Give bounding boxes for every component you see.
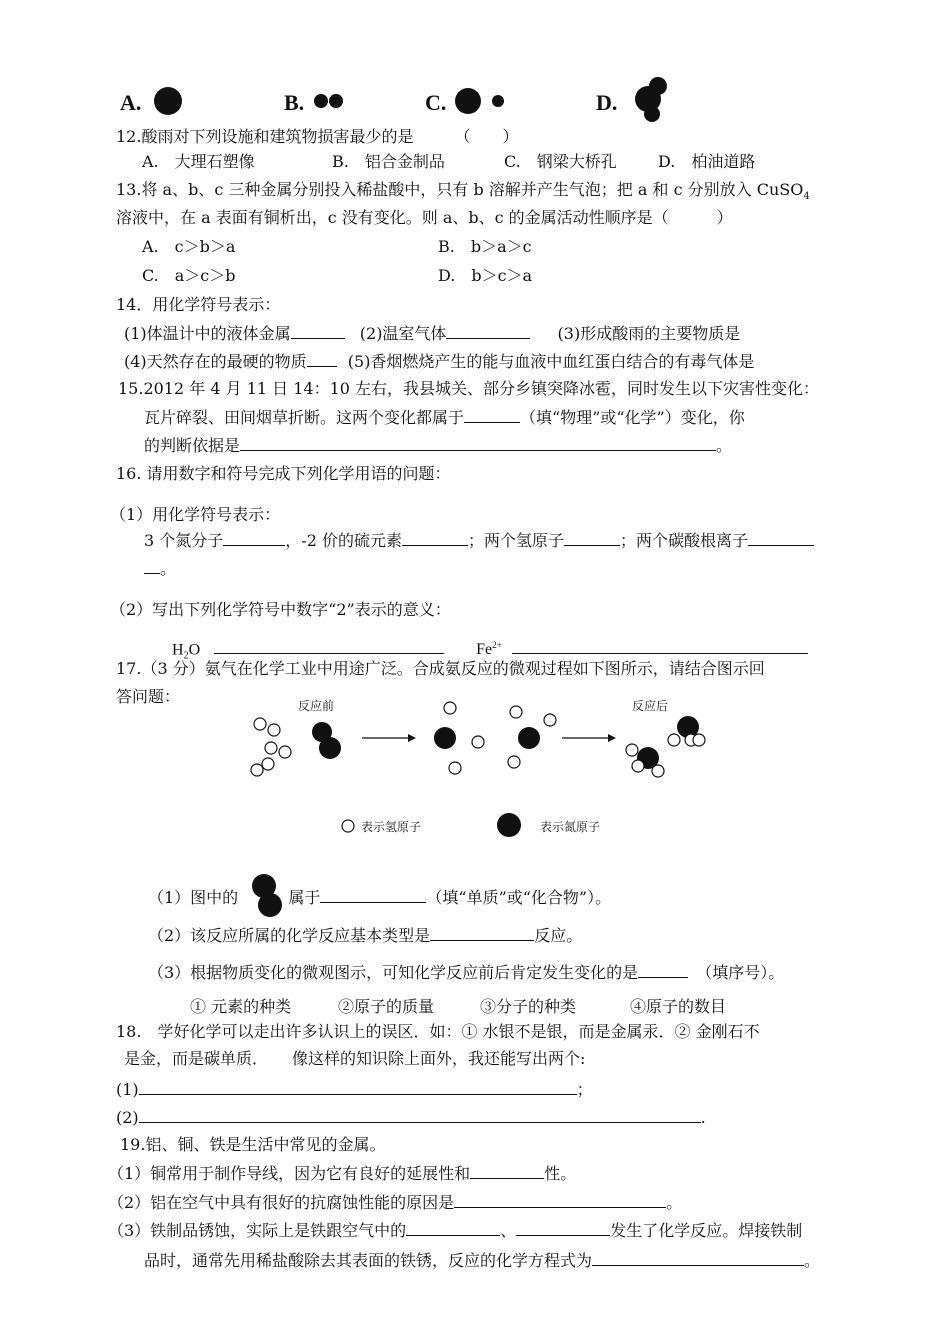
before-label: 反应前 — [298, 699, 335, 713]
option-letter: D. — [596, 90, 618, 115]
q17-text: 反应。 — [534, 926, 583, 945]
q11-option-c-figure — [452, 86, 512, 118]
option-letter: C. — [425, 90, 447, 115]
q15-text: （填“物理”或“化学”）变化，你 — [520, 408, 745, 427]
q18-text: ； — [576, 1080, 593, 1099]
answer-blank[interactable] — [144, 557, 160, 574]
q11-option-d — [596, 92, 617, 116]
q11-option-a — [120, 92, 141, 116]
q18-line1: 18. 学好化学可以走出许多认识上的误区．如：① 水银不是银，而是金属汞．② 金刚石不 — [116, 1022, 760, 1041]
answer-blank[interactable] — [464, 406, 520, 423]
answer-blank[interactable] — [454, 1191, 666, 1208]
q14-row2 — [124, 350, 754, 373]
answer-blank[interactable] — [470, 1162, 544, 1179]
q18-text: . — [700, 1108, 706, 1127]
q19-stem: 19.铝、铜、铁是生活中常见的金属。 — [120, 1135, 386, 1154]
q16-stem: 16. 请用数字和符号完成下列化学用语的问题： — [116, 464, 451, 483]
q11-option-b-figure — [312, 92, 348, 110]
choice-2: ②原子的质量 — [338, 997, 435, 1016]
q16-text: ；两个氢原子 — [467, 531, 564, 550]
answer-blank[interactable] — [638, 961, 688, 978]
q12-stem — [116, 126, 519, 148]
q14-part4: (4)天然存在的最硬的物质 — [124, 352, 307, 371]
q17-text: （3）根据物质变化的微观图示，可知化学反应前后肯定发生变化的是 — [148, 963, 639, 982]
q14-part5: (5)香烟燃烧产生的能与血液中血红蛋白结合的有毒气体是 — [347, 352, 755, 371]
answer-blank[interactable] — [564, 529, 620, 546]
answer-blank[interactable] — [291, 322, 345, 339]
q19-text: （3）铁制品锈蚀，实际上是铁跟空气中的 — [108, 1221, 407, 1240]
legend-nitrogen: 表示氮原子 — [540, 820, 601, 834]
answer-blank[interactable] — [402, 529, 468, 546]
q12-option-d: D. 柏油道路 — [658, 152, 756, 171]
q16-text: ，-2 价的硫元素 — [285, 531, 402, 550]
q15-line1: 15.2012 年 4 月 11 日 14：10 左右，我县城关、部分乡镇突降冰雹，同时发生以下灾害性变化： — [118, 379, 820, 398]
formula-fe: Fe — [476, 641, 493, 659]
q14-row1 — [124, 322, 740, 345]
q16-sub1-end — [144, 557, 176, 580]
q18-line2: 是金，而是碳单质． 像这样的知识除上面外，我还能写出两个: — [124, 1049, 586, 1068]
q14-part3: (3)形成酸雨的主要物质是 — [557, 324, 741, 343]
q17-text: （填序号）。 — [696, 963, 785, 982]
q17-choices — [190, 996, 726, 1018]
q16-text: 。 — [160, 559, 177, 578]
q19-text: 、 — [500, 1221, 517, 1240]
q19-text: （2）铝在空气中具有很好的抗腐蚀性能的原因是 — [108, 1193, 455, 1212]
q13-stem-line1 — [116, 179, 810, 208]
answer-blank[interactable] — [307, 350, 337, 367]
q19-part3 — [108, 1219, 802, 1242]
q12-option-b: B. 铝合金制品 — [332, 152, 445, 171]
answer-blank[interactable] — [512, 637, 808, 654]
q17-stem-line1: 17.（3 分）氨气在化学工业中用途广泛。合成氨反应的微观过程如下图所示，请结合图示回 — [116, 659, 765, 678]
q17-part2 — [148, 924, 582, 947]
q11-option-a-figure — [150, 86, 186, 118]
n2-molecule-icon — [250, 872, 286, 920]
q12-option-c: C. 钢梁大桥孔 — [504, 152, 617, 171]
legend-hydrogen: 表示氢原子 — [361, 820, 422, 834]
q15-text: 瓦片碎裂、田间烟草折断。这两个变化都属于 — [144, 408, 465, 427]
choice-4: ④原子的数目 — [630, 997, 727, 1016]
q16-sub1: （1）用化学符号表示： — [110, 505, 281, 524]
q19-part4 — [144, 1249, 820, 1272]
answer-blank[interactable] — [223, 529, 285, 546]
q19-part2 — [108, 1191, 682, 1214]
answer-blank[interactable] — [748, 529, 814, 546]
superscript: 2+ — [492, 640, 502, 650]
q15-text: 的判断依据是 — [144, 436, 241, 455]
q12-options — [142, 151, 755, 173]
q13-option-c: C. a＞c＞b — [142, 266, 236, 285]
q13-option-d: D. b＞c＞a — [438, 266, 533, 285]
answer-blank[interactable] — [592, 1249, 804, 1266]
option-letter: A. — [120, 90, 142, 115]
q19-text: 性。 — [544, 1164, 577, 1183]
answer-blank[interactable] — [430, 924, 534, 941]
q17-text: （填“单质”或“化合物”）。 — [426, 888, 612, 907]
q19-part1 — [108, 1162, 576, 1185]
answer-blank[interactable] — [139, 1078, 577, 1095]
answer-blank[interactable] — [406, 1219, 500, 1236]
q13-stem-line2: 溶液中，在 a 表面有铜析出，c 没有变化。则 a、b、c 的金属活动性顺序是（ ） — [116, 208, 733, 227]
answer-blank[interactable] — [446, 322, 530, 339]
q13-option-b: B. b＞a＞c — [438, 237, 532, 256]
q19-text: 品时，通常先用稀盐酸除去其表面的铁锈，反应的化学方程式为 — [144, 1251, 593, 1270]
subscript: 2 — [183, 650, 189, 662]
q16-sub2: （2）写出下列化学符号中数字“2”表示的意义： — [110, 600, 451, 619]
formula-o: O — [188, 641, 201, 659]
q18-answer2 — [116, 1106, 706, 1129]
answer-blank[interactable] — [516, 1219, 610, 1236]
option-letter: B. — [284, 90, 305, 115]
q13-stem-text: 13.将 a、b、c 三种金属分别投入稀盐酸中，只有 b 溶解并产生气泡；把 a 和 c 分别放入 CuSO — [116, 180, 804, 199]
q17-text: 属于 — [288, 888, 321, 907]
q17-stem-line2: 答问题： — [116, 687, 181, 706]
q19-text: （1）铜常用于制作导线，因为它有良好的延展性和 — [108, 1164, 471, 1183]
q12-option-a: A. 大理石塑像 — [142, 152, 255, 171]
answer-blank[interactable] — [240, 434, 716, 451]
q15-text: 。 — [716, 436, 733, 455]
nitrogen-legend-icon — [496, 812, 524, 838]
answer-blank[interactable] — [214, 637, 444, 654]
q14-stem: 14．用化学符号表示： — [116, 295, 281, 314]
q16-sub1-items — [144, 529, 814, 552]
answer-blank[interactable] — [320, 886, 426, 903]
subscript: 4 — [803, 191, 810, 203]
choice-1: ① 元素的种类 — [190, 997, 292, 1016]
choice-3: ③分子的种类 — [480, 997, 577, 1016]
q17-text: （2）该反应所属的化学反应基本类型是 — [148, 926, 431, 945]
q13-option-a: A. c＞b＞a — [142, 237, 236, 256]
q15-line3 — [144, 434, 732, 457]
q18-label: (2) — [116, 1108, 139, 1127]
q19-text: 发生了化学反应。焊接铁制 — [610, 1221, 803, 1240]
q14-part1: (1)体温计中的液体金属 — [124, 324, 291, 343]
q16-text: ；两个碳酸根离子 — [619, 531, 748, 550]
after-label: 反应后 — [632, 699, 669, 713]
q11-option-b — [284, 92, 304, 116]
q14-part2: (2)温室气体 — [359, 324, 447, 343]
q19-text: 。 — [804, 1251, 821, 1270]
q18-label: (1) — [116, 1080, 139, 1099]
reaction-diagram — [240, 700, 720, 790]
hydrogen-legend-icon — [340, 818, 356, 834]
q17-text: （1）图中的 — [148, 888, 239, 907]
formula-h: H — [172, 641, 184, 659]
q16-text: 3 个氮分子 — [144, 531, 224, 550]
answer-paren: （ ） — [454, 127, 519, 146]
q11-option-d-figure — [626, 74, 674, 124]
q19-text: 。 — [666, 1193, 683, 1212]
q17-part1 — [148, 886, 611, 909]
q11-option-c — [425, 92, 446, 116]
answer-blank[interactable] — [139, 1106, 701, 1123]
q15-line2 — [144, 406, 745, 429]
q12-stem-text: 12.酸雨对下列设施和建筑物损害最少的是 — [116, 127, 414, 146]
q18-answer1 — [116, 1078, 593, 1101]
q17-part3 — [148, 961, 784, 984]
